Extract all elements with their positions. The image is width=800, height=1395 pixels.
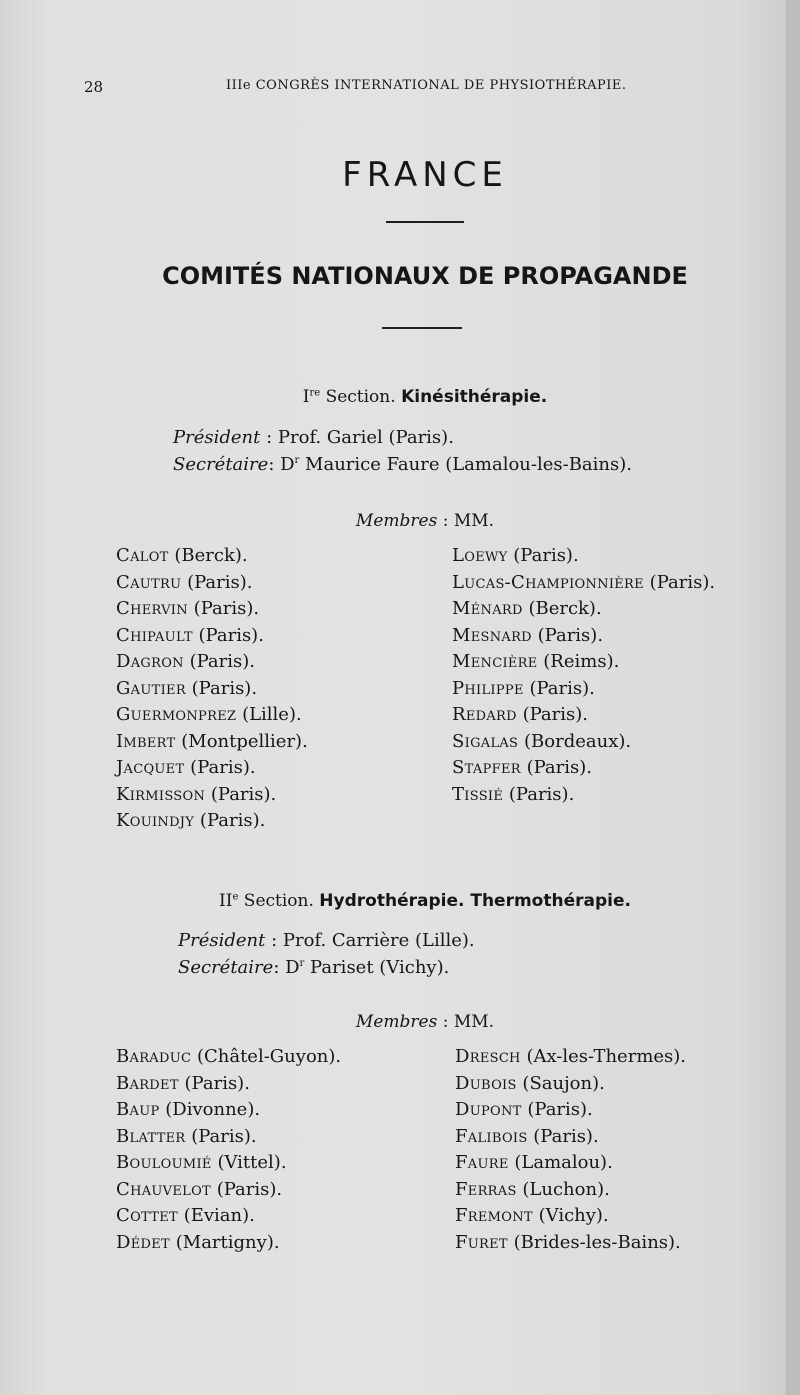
members-right-column (455, 1044, 686, 1256)
member-entry (116, 808, 308, 835)
member-entry (452, 702, 715, 729)
member-entry (452, 570, 715, 597)
president-label: Président (178, 930, 266, 951)
member-place: (Paris). (533, 1125, 599, 1147)
secretary-prefix: : D (268, 454, 295, 475)
member-name: Gautier (116, 677, 186, 699)
member-name: Falibois (455, 1125, 528, 1147)
running-title: IIIe CONGRÈS INTERNATIONAL DE PHYSIOTHÉRAPIE. (226, 78, 627, 93)
member-name: Kirmisson (116, 783, 206, 805)
member-place: (Paris). (537, 624, 604, 646)
section-name: Kinésithérapie. (401, 387, 548, 407)
member-entry (455, 1044, 686, 1071)
member-entry (116, 570, 308, 597)
member-name: Mencière (452, 651, 538, 672)
member-entry (116, 649, 308, 676)
member-name: Chipault (116, 624, 193, 646)
member-name: Imbert (116, 730, 176, 752)
secretary-prefix: : D (273, 957, 300, 978)
member-entry (452, 623, 715, 650)
members-label: Membres (355, 1012, 438, 1032)
member-name: Cautru (116, 571, 182, 593)
member-place: (Paris). (522, 704, 589, 725)
member-place: (Paris). (190, 757, 256, 778)
section-numeral: II (219, 891, 233, 911)
member-entry (455, 1177, 686, 1204)
members-label: Membres (355, 511, 438, 531)
member-entry (116, 1097, 341, 1124)
member-entry (455, 1203, 686, 1230)
member-entry (452, 676, 715, 703)
section-word: Section. (325, 387, 396, 407)
member-entry (116, 1177, 341, 1204)
page-edge-shadow (786, 0, 800, 1395)
member-entry (452, 729, 715, 756)
member-place: (Evian). (183, 1205, 255, 1226)
secretary-line (178, 957, 449, 978)
member-name: Ménard (452, 598, 523, 619)
member-place: (Vittel). (217, 1152, 287, 1173)
member-entry (116, 543, 308, 570)
member-place: (Berck). (174, 545, 248, 566)
member-place: (Paris). (199, 810, 266, 831)
section-heading (0, 387, 800, 407)
member-place: (Montpellier). (181, 730, 308, 752)
member-entry (116, 702, 308, 729)
member-place: (Paris). (649, 571, 716, 593)
members-left-column (116, 1044, 341, 1256)
member-entry (455, 1230, 686, 1257)
member-entry (116, 1150, 341, 1177)
member-name: Baraduc (116, 1046, 192, 1067)
member-name: Dédet (116, 1231, 171, 1253)
member-place: (Paris). (191, 1125, 257, 1147)
member-place: (Paris). (193, 598, 260, 619)
member-entry (452, 596, 715, 623)
member-place: (Saujon). (522, 1072, 605, 1094)
members-value: : MM. (442, 1012, 495, 1032)
member-entry (116, 676, 308, 703)
member-place: (Paris). (210, 783, 277, 805)
section-numeral-suffix: re (309, 387, 321, 399)
member-name: Dresch (455, 1046, 521, 1067)
member-name: Sigalas (452, 730, 519, 752)
member-place: (Lille). (242, 704, 302, 725)
secretary-title-suffix: r (299, 958, 305, 969)
member-entry (116, 755, 308, 782)
member-place: (Bordeaux). (524, 730, 632, 752)
member-entry (116, 1071, 341, 1098)
secretary-value: Maurice Faure (Lamalou-les-Bains). (305, 454, 632, 475)
secretary-line (173, 454, 632, 475)
members-heading (0, 511, 800, 531)
member-name: Loewy (452, 545, 508, 566)
member-entry (116, 623, 308, 650)
member-entry (452, 543, 715, 570)
section-heading (0, 891, 800, 911)
member-name: Calot (116, 545, 169, 566)
member-name: Tissié (452, 783, 504, 805)
member-name: Stapfer (452, 757, 521, 778)
members-left-column (116, 543, 308, 835)
member-place: (Paris). (189, 651, 255, 672)
member-entry (116, 1230, 341, 1257)
member-place: (Paris). (508, 783, 575, 805)
member-entry (116, 729, 308, 756)
member-place: (Divonne). (165, 1099, 261, 1120)
member-entry (452, 649, 715, 676)
page-title: FRANCE (342, 155, 508, 195)
president-value: : Prof. Gariel (Paris). (266, 427, 454, 448)
page-number: 28 (84, 78, 104, 96)
member-place: (Ax-les-Thermes). (526, 1046, 687, 1067)
member-entry (116, 596, 308, 623)
member-place: (Paris). (198, 624, 264, 646)
member-name: Chervin (116, 598, 188, 619)
member-place: (Luchon). (522, 1178, 610, 1200)
member-place: (Vichy). (538, 1205, 609, 1226)
members-right-column (452, 543, 715, 808)
member-name: Dupont (455, 1099, 522, 1120)
member-name: Cottet (116, 1205, 178, 1226)
member-name: Chauvelot (116, 1178, 211, 1200)
member-place: (Paris). (184, 1072, 250, 1094)
secretary-value: Pariset (Vichy). (310, 957, 450, 978)
section-numeral: I (302, 387, 310, 407)
member-place: (Châtel-Guyon). (196, 1046, 342, 1067)
member-name: Kouindjy (116, 810, 195, 831)
member-name: Fremont (455, 1205, 533, 1226)
member-entry (116, 782, 308, 809)
member-entry (452, 782, 715, 809)
member-place: (Paris). (191, 677, 258, 699)
member-name: Faure (455, 1152, 509, 1173)
member-entry (116, 1124, 341, 1151)
member-name: Dubois (455, 1072, 517, 1094)
member-place: (Paris). (526, 757, 592, 778)
subtitle-rule (382, 327, 462, 329)
members-heading (0, 1012, 800, 1032)
member-place: (Martigny). (175, 1231, 280, 1253)
member-name: Bouloumié (116, 1152, 212, 1173)
member-entry (455, 1071, 686, 1098)
member-place: (Berck). (528, 598, 602, 619)
member-entry (455, 1124, 686, 1151)
member-entry (116, 1044, 341, 1071)
member-place: (Paris). (216, 1178, 283, 1200)
member-name: Blatter (116, 1125, 186, 1147)
member-place: (Paris). (187, 571, 253, 593)
members-value: : MM. (442, 511, 495, 531)
member-name: Mesnard (452, 624, 532, 646)
member-name: Ferras (455, 1178, 517, 1200)
member-entry (452, 755, 715, 782)
secretary-label: Secrétaire (173, 454, 269, 475)
secretary-title-suffix: r (294, 455, 300, 466)
president-line (178, 930, 475, 951)
member-name: Dagron (116, 651, 184, 672)
member-place: (Lamalou). (514, 1152, 613, 1173)
member-place: (Paris). (513, 545, 579, 566)
page-subtitle: COMITÉS NATIONAUX DE PROPAGANDE (162, 262, 688, 290)
member-name: Baup (116, 1099, 160, 1120)
member-entry (455, 1150, 686, 1177)
title-rule (386, 221, 464, 223)
section-name: Hydrothérapie. Thermothérapie. (319, 891, 631, 911)
member-name: Lucas-Championnière (452, 571, 644, 593)
president-label: Président (173, 427, 261, 448)
member-name: Bardet (116, 1072, 179, 1094)
member-entry (116, 1203, 341, 1230)
section-word: Section. (243, 891, 314, 911)
president-value: : Prof. Carrière (Lille). (271, 930, 475, 951)
member-name: Redard (452, 704, 517, 725)
member-place: (Reims). (543, 651, 620, 672)
section-numeral-suffix: e (232, 891, 239, 903)
member-entry (455, 1097, 686, 1124)
member-place: (Paris). (529, 677, 595, 699)
president-line (173, 427, 454, 448)
member-name: Guermonprez (116, 704, 237, 725)
secretary-label: Secrétaire (178, 957, 274, 978)
member-place: (Brides-les-Bains). (513, 1231, 681, 1253)
member-place: (Paris). (527, 1099, 593, 1120)
member-name: Philippe (452, 677, 524, 699)
member-name: Jacquet (116, 757, 185, 778)
member-name: Furet (455, 1231, 508, 1253)
